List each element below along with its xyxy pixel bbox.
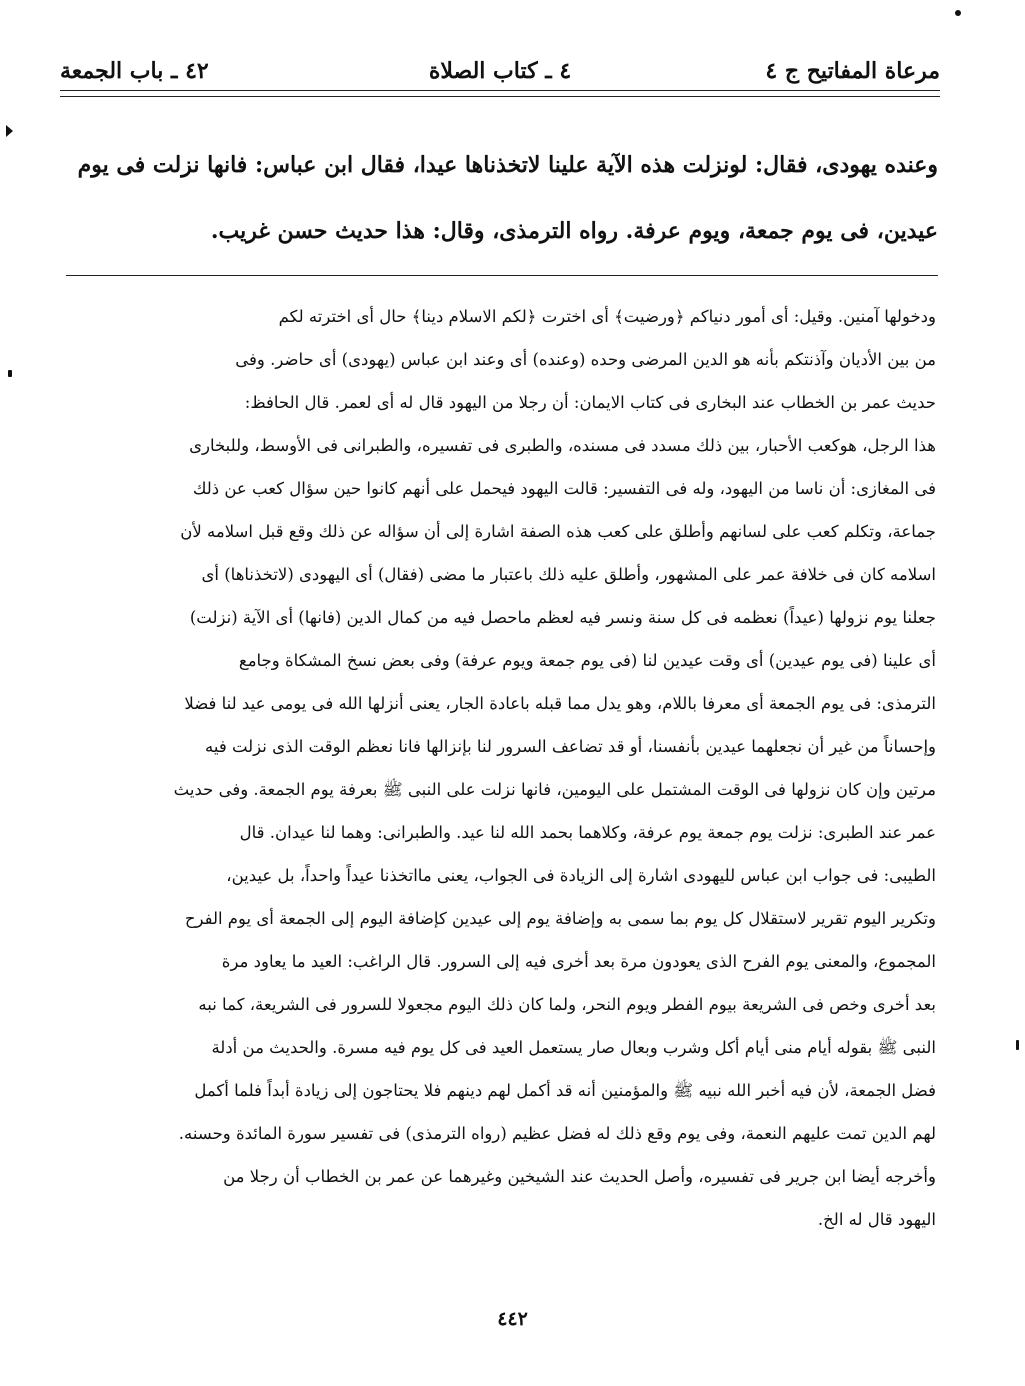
header-book-title: مرعاة المفاتيح ج ٤ xyxy=(765,58,940,84)
commentary-line: وتكرير اليوم تقرير لاستقلال كل يوم بما سمى به وإضافة يوم إلى عيدين كإضافة اليوم إلى الجمعة أى يوم الفرح xyxy=(184,909,936,928)
commentary-line: الطيبى: فى جواب ابن عباس لليهودى اشارة إلى الزيادة فى الجواب، يعنى مااتخذنا عيداً واحداً، بل عيدين، xyxy=(226,866,936,885)
commentary-line: حديث عمر بن الخطاب عند البخارى فى كتاب الايمان: أن رجلا من اليهود قال له أى لعمر. قال الحافظ: xyxy=(244,393,936,412)
commentary-line: عمر عند الطبرى: نزلت يوم جمعة يوم عرفة، وكلاهما بحمد الله لنا عيد. والطبرانى: وهما لنا عيدان. قال xyxy=(239,823,936,842)
commentary-line: وأخرجه أيضا ابن جرير فى تفسيره، وأصل الحديث عند الشيخين وغيرهما عن عمر بن الخطاب أن رجلا من xyxy=(223,1167,936,1186)
commentary-line: أى علينا (فى يوم عيدين) أى وقت عيدين لنا (فى يوم جمعة ويوم عرفة) وفى بعض نسخ المشكاة وجامع xyxy=(238,651,936,670)
commentary-line: فى المغازى: أن ناسا من اليهود، وله فى التفسير: قالت اليهود فيحمل على أنهم كانوا حين سؤال كعب عن ذلك xyxy=(192,479,936,498)
commentary-line: جماعة، وتكلم كعب على لسانهم وأطلق على كعب هذه الصفة اشارة إلى أن سؤاله عن ذلك وقع قبل اسلامه لأن xyxy=(180,522,936,541)
commentary-line: من بين الأديان وآذنتكم بأنه هو الدين المرضى وحده (وعنده) أى وعند ابن عباس (يهودى) أى حاضر. وفى xyxy=(235,350,936,369)
scan-speck xyxy=(8,370,12,377)
margin-marker-icon xyxy=(6,125,13,137)
scan-speck xyxy=(955,10,961,16)
commentary-line: المجموع، والمعنى يوم الفرح الذى يعودون مرة بعد أخرى فيه إلى السرور. قال الراغب: العيد ما يعاود مرة xyxy=(221,952,936,971)
header-rule xyxy=(60,90,940,91)
header-rule-thin xyxy=(60,96,940,97)
commentary-line: بعد أخرى وخص فى الشريعة بيوم الفطر ويوم النحر، ولما كان ذلك اليوم مجعولا للسرور فى الشريعة، كما نبه xyxy=(198,995,936,1014)
hadith-line: وعنده يهودى، فقال: لونزلت هذه الآية علينا لاتخذناها عيدا، فقال ابن عباس: فانها نزلت فى يوم xyxy=(77,152,938,178)
hadith-line: عيدين، فى يوم جمعة، ويوم عرفة. رواه الترمذى، وقال: هذا حديث حسن غريب. xyxy=(210,218,938,244)
commentary-line: جعلنا يوم نزولها (عيداً) نعظمه فى كل سنة ونسر فيه لعظم ماحصل فيه من كمال الدين (فانها) أى الآية (نزلت) xyxy=(189,608,936,627)
commentary-line: الترمذى: فى يوم الجمعة أى معرفا باللام، وهو يدل مما قبله باعادة الجار، يعنى أنزلها الله فى يومى عيد لنا فضلا xyxy=(184,694,936,713)
scan-speck xyxy=(1016,1040,1019,1050)
commentary-line: مرتين وإن كان نزولها فى الوقت المشتمل على اليومين، فانها نزلت على النبى ﷺ بعرفة يوم الجمعة. وفى حديث xyxy=(173,780,936,799)
section-separator xyxy=(66,275,938,276)
commentary-line: اليهود قال له الخ. xyxy=(817,1210,936,1229)
commentary-line: النبى ﷺ بقوله أيام منى أيام أكل وشرب وبعال صار يستعمل العيد فى كل يوم فيه مسرة. والحديث من أدلة xyxy=(211,1038,936,1057)
commentary-line: لهم الدين تمت عليهم النعمة، وفى يوم وقع ذلك له فضل عظيم (رواه الترمذى) فى تفسير سورة المائدة وحسنه. xyxy=(178,1124,936,1143)
commentary-line: هذا الرجل، هوكعب الأحبار، بين ذلك مسدد فى مسنده، والطبرى فى تفسيره، والطبرانى فى الأوسط، وللبخارى xyxy=(189,436,936,455)
header-section-title: ٤٢ ـ باب الجمعة xyxy=(60,58,209,84)
commentary-line: فضل الجمعة، لأن فيه أخبر الله نبيه ﷺ والمؤمنين أنه قد أكمل لهم دينهم فلا يحتاجون إلى زيادة أبداً فلما أكمل xyxy=(194,1081,936,1100)
commentary-line: وإحساناً من غير أن نجعلهما عيدين بأنفسنا، أو قد تضاعف السرور لنا بإنزالها فانا نعظم الوقت الذى نزلت فيه xyxy=(205,737,936,756)
commentary-line: ودخولها آمنين. وقيل: أى أمور دنياكم ﴿ورضيت﴾ أى اخترت ﴿لكم الاسلام دينا﴾ حال أى اخترته لكم xyxy=(278,307,936,326)
header-chapter-title: ٤ ـ كتاب الصلاة xyxy=(428,58,572,84)
commentary-block xyxy=(66,295,936,1241)
page-number: ٤٤٢ xyxy=(497,1308,528,1330)
running-header xyxy=(60,48,940,92)
commentary-line: اسلامه كان فى خلافة عمر على المشهور، وأطلق عليه ذلك باعتبار ما مضى (فقال) أى اليهودى (لاتخذناها) أى xyxy=(201,565,936,584)
